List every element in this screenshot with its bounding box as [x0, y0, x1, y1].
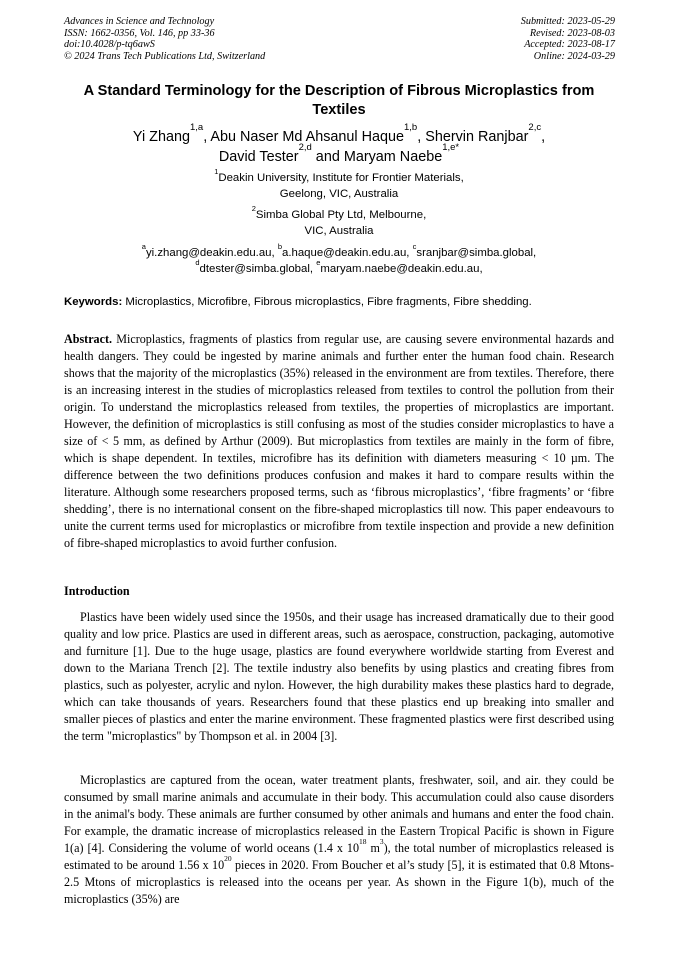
affiliation-1 — [64, 167, 614, 202]
section-heading-introduction: Introduction — [64, 584, 130, 598]
email-marker: a — [141, 242, 146, 251]
affiliation-text: Simba Global Pty Ltd, Melbourne, — [255, 209, 427, 221]
author-affil: 1,a — [189, 122, 204, 133]
author-name: Yi Zhang — [132, 129, 190, 145]
superscript: 3 — [379, 837, 384, 846]
email-marker: e — [316, 258, 321, 267]
paragraph-text: Microplastics are captured from the ocean, water treatment plants, freshwater, soil, and air. they could be consumed by small marine animals and accumulate in their body. This accumulation could also cause disorders in the animal's body. These animals are further consumed by other animals and humans and enter the food chain. For example, the dramatic increase of microplastics released in the Eastern Tropical Pacific is shown in Figure 1(a) [4]. Considering the volume of world oceans (1.4 x 10 — [64, 773, 614, 855]
date-revised: Revised: 2023-08-03 — [529, 27, 615, 39]
journal-doi: doi:10.4028/p-tq6awS — [64, 39, 155, 51]
date-online: Online: 2024-03-29 — [533, 50, 615, 62]
abstract — [64, 331, 614, 552]
affiliation-text: VIC, Australia — [304, 225, 374, 237]
journal-header — [64, 16, 265, 62]
email: a.haque@deakin.edu.au, — [282, 247, 413, 259]
paragraph-text: pieces in 2020. From Boucher et al’s study [5], it is estimated that 0.8 Mtons- 2.5 Mtons of microplastics is released into the oceans per year. As shown in the Figure 1(b), much of the microplastics (35%) are — [64, 858, 614, 906]
keywords — [64, 295, 614, 310]
author-separator: , — [417, 129, 426, 145]
affiliation-marker: 1 — [214, 167, 219, 176]
email: sranjbar@simba.global, — [416, 247, 537, 259]
author-affil: 1,b — [404, 122, 418, 133]
author-name: David Tester — [218, 149, 299, 165]
email: dtester@simba.global, — [199, 263, 317, 275]
author-name: Shervin Ranjbar — [425, 129, 529, 145]
paragraph-text: m — [366, 841, 380, 855]
paragraph-text: ), the total number of microplastics released is estimated to be around 1.56 x 10 — [64, 841, 614, 872]
email-marker: c — [412, 242, 417, 251]
author-list — [64, 122, 614, 167]
keywords-text: Microplastics, Microfibre, Fibrous microplastics, Fibre fragments, Fibre shedding. — [122, 296, 532, 308]
email-list — [64, 242, 614, 277]
author-name: Abu Naser Md Ahsanul Haque — [210, 129, 404, 145]
date-accepted: Accepted: 2023-08-17 — [524, 39, 615, 51]
superscript: 18 — [359, 837, 367, 846]
email: yi.zhang@deakin.edu.au, — [145, 247, 278, 259]
affiliation-text: Geelong, VIC, Australia — [279, 188, 399, 200]
intro-paragraph-1: Plastics have been widely used since the 1950s, and their usage has increased dramatically due to their good quality and low price. Plastics are used in different areas, such as aerospace, construction, packaging, automotive and furniture [1]. Due to the huge usage, plastics are found everywhere worldwide starting from Everest and down to the Mariana Trench [2]. The textile industry also benefits by using plastics and creating fibres from plastics, such as polyester, acrylic and nylon. However, the high durability makes these plastics hard to degrade, which can take thousands of years. Researchers found that these plastics end up breaking into smaller and smaller pieces of plastics and enter the marine environment. These fragmented plastics were first described using the term "microplastics" by Thompson et al. in 2004 [3]. — [64, 610, 614, 743]
journal-copyright: © 2024 Trans Tech Publications Ltd, Switzerland — [64, 50, 266, 62]
author-affil: 2,c — [528, 122, 542, 133]
email-marker: b — [277, 242, 282, 251]
dates-header — [521, 16, 615, 62]
author-separator: , — [541, 129, 546, 145]
intro-paragraph-2 — [64, 772, 614, 908]
abstract-label: Abstract. — [64, 332, 113, 346]
superscript: 20 — [224, 854, 232, 863]
email-marker: d — [195, 258, 200, 267]
email: maryam.naebe@deakin.edu.au, — [320, 263, 483, 275]
journal-name: Advances in Science and Technology — [64, 16, 215, 27]
abstract-text: Microplastics, fragments of plastics from regular use, are causing severe environmental hazards and health dangers. They could be ingested by marine animals and further enter the human food chain. Research shows that the majority of the microplastics (35%) released in the environment are from textiles. Therefore, there is an increasing interest in the studies of microplastics released from textiles to control the pollution from their origin. To understand the microplastics released from textiles, the properties of microplastics are important. However, the definition of microplastics is still confusing as most of the studies consider microplastics to have a size of < 5 mm, as defined by Arthur (2009). But microplastics from textiles are mainly in the form of fibre, which is shape dependent. In textiles, microfibre has its definition with diameters measuring < 10 µm. The difference between the two definitions produces confusion and makes it hard to compare results within the literature. Although some researchers proposed terms, such as ‘fibrous microplastics’, ‘fibre fragments’ or ‘fibre shedding’, there is no international consent on the fibre-shaped microplastics till now. This paper endeavours to unite the current terms used for microplastics or microfibre from textile inspection and provide a new definition of fibre-shaped microplastics to avoid further confusion. — [64, 332, 614, 550]
affiliation-marker: 2 — [251, 204, 256, 213]
author-separator: and — [311, 149, 344, 165]
journal-issn: ISSN: 1662-0356, Vol. 146, pp 33-36 — [64, 27, 215, 39]
author-name: Maryam Naebe — [343, 149, 443, 165]
affiliation-2 — [64, 204, 614, 239]
author-affil: 2,d — [298, 142, 312, 153]
keywords-label: Keywords: — [64, 296, 123, 308]
author-affil: 1,e* — [442, 142, 460, 153]
date-submitted: Submitted: 2023-05-29 — [520, 16, 615, 27]
affiliation-text: Deakin University, Institute for Frontier Materials, — [218, 172, 464, 184]
paper-title: A Standard Terminology for the Description of Fibrous Microplastics from Textiles — [83, 83, 595, 118]
author-separator: , — [203, 129, 211, 145]
